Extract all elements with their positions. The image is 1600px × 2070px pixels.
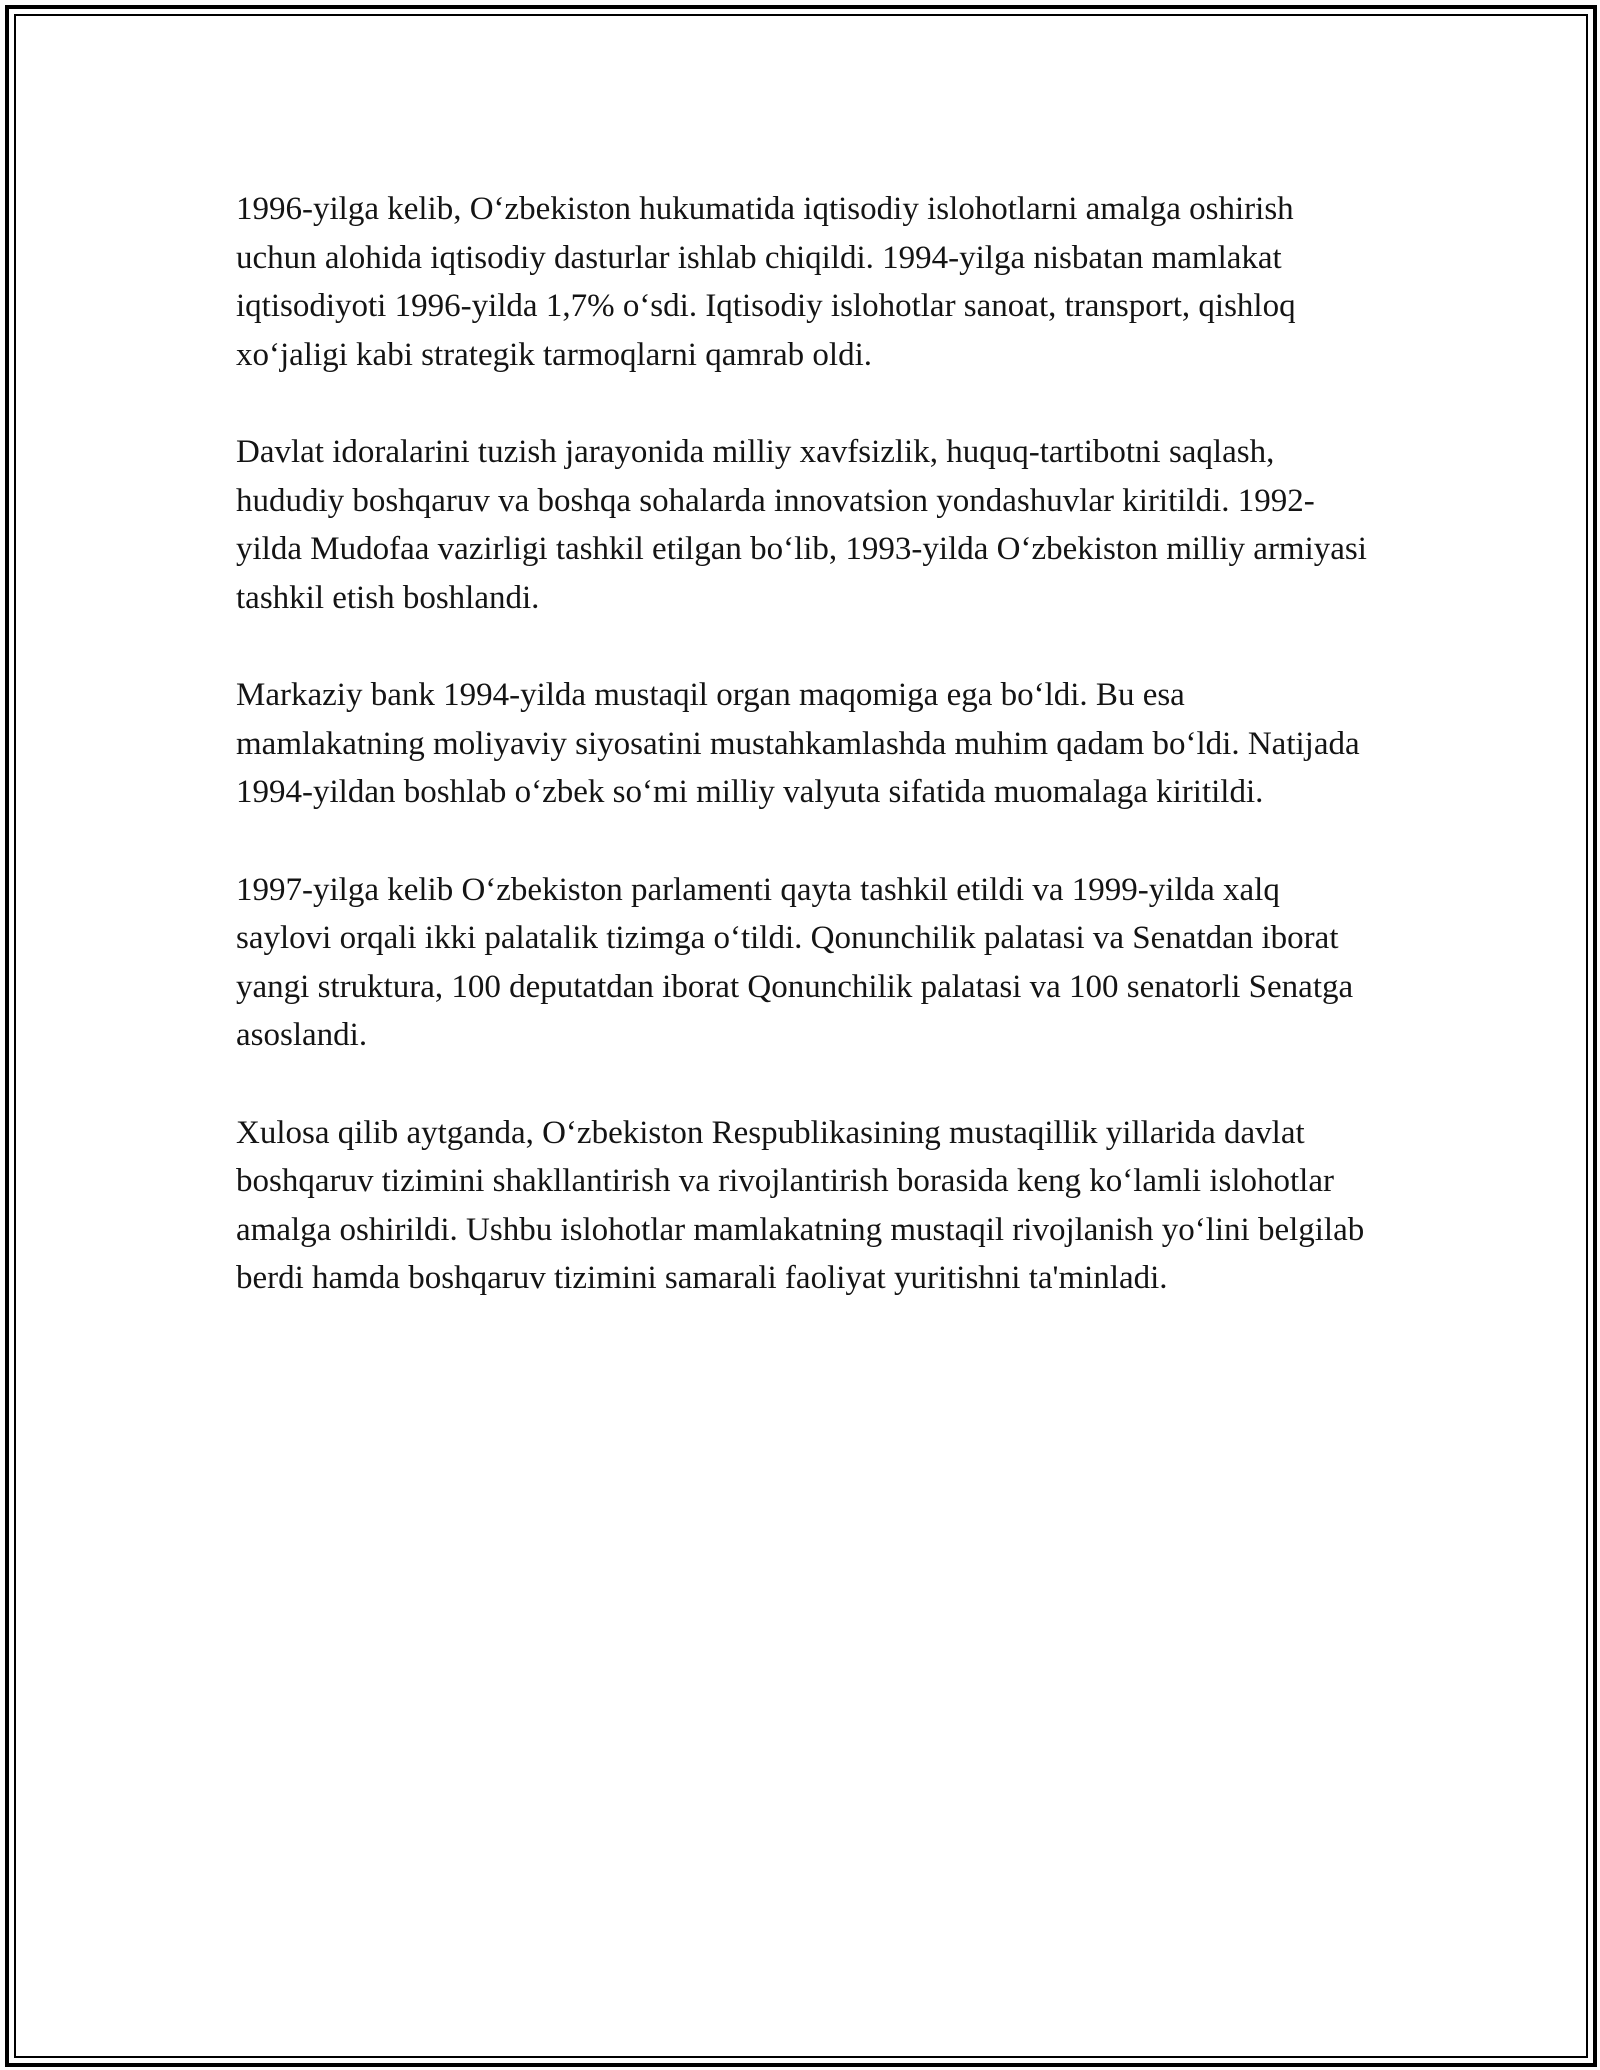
paragraph-central-bank: Markaziy bank 1994-yilda mustaqil organ maqomiga ega bo‘ldi. Bu esa mamlakatning moliyaviy siyosatini mustahkamlashda muhim qadam bo‘ldi. Natijada 1994-yildan boshlab o‘zbek so‘mi milliy valyuta sifatida muomalaga kiritildi. <box>236 677 1360 810</box>
paragraph-economic-reforms: 1996-yilga kelib, O‘zbekiston hukumatida iqtisodiy islohotlarni amalga oshirish uchun alohida iqtisodiy dasturlar ishlab chiqildi. 1994-yilga nisbatan mamlakat iqtisodiyoti 1996-yilda 1,7% o‘sdi. Iqtisodiy islohotlar sanoat, transport, qishloq xo‘jaligi kabi strategik tarmoqlarni qamrab oldi. <box>236 191 1296 373</box>
paragraph-conclusion: Xulosa qilib aytganda, O‘zbekiston Respublikasining mustaqillik yillarida davlat boshqaruv tizimini shakllantirish va rivojlantirish borasida keng ko‘lamli islohotlar amalga oshirildi. Ushbu islohotlar mamlakatning mustaqil rivojlanish yo‘lini belgilab berdi hamda boshqaruv tizimini samarali faoliyat yuritishni ta'minladi. <box>236 1114 1365 1296</box>
paragraph-parliament: 1997-yilga kelib O‘zbekiston parlamenti qayta tashkil etildi va 1999-yilda xalq saylovi orqali ikki palatalik tizimga o‘tildi. Qonunchilik palatasi va Senatdan iborat yangi struktura, 100 deputatdan iborat Qonunchilik palatasi va 100 senatorli Senatga asoslandi. <box>236 871 1354 1053</box>
document-body <box>236 185 1376 1352</box>
paragraph-state-bodies: Davlat idoralarini tuzish jarayonida milliy xavfsizlik, huquq-tartibotni saqlash, hududiy boshqaruv va boshqa sohalarda innovatsion yondashuvlar kiritildi. 1992-yilda Mudofaa vazirligi tashkil etilgan bo‘lib, 1993-yilda O‘zbekiston milliy armiyasi tashkil etish boshlandi. <box>236 434 1367 616</box>
